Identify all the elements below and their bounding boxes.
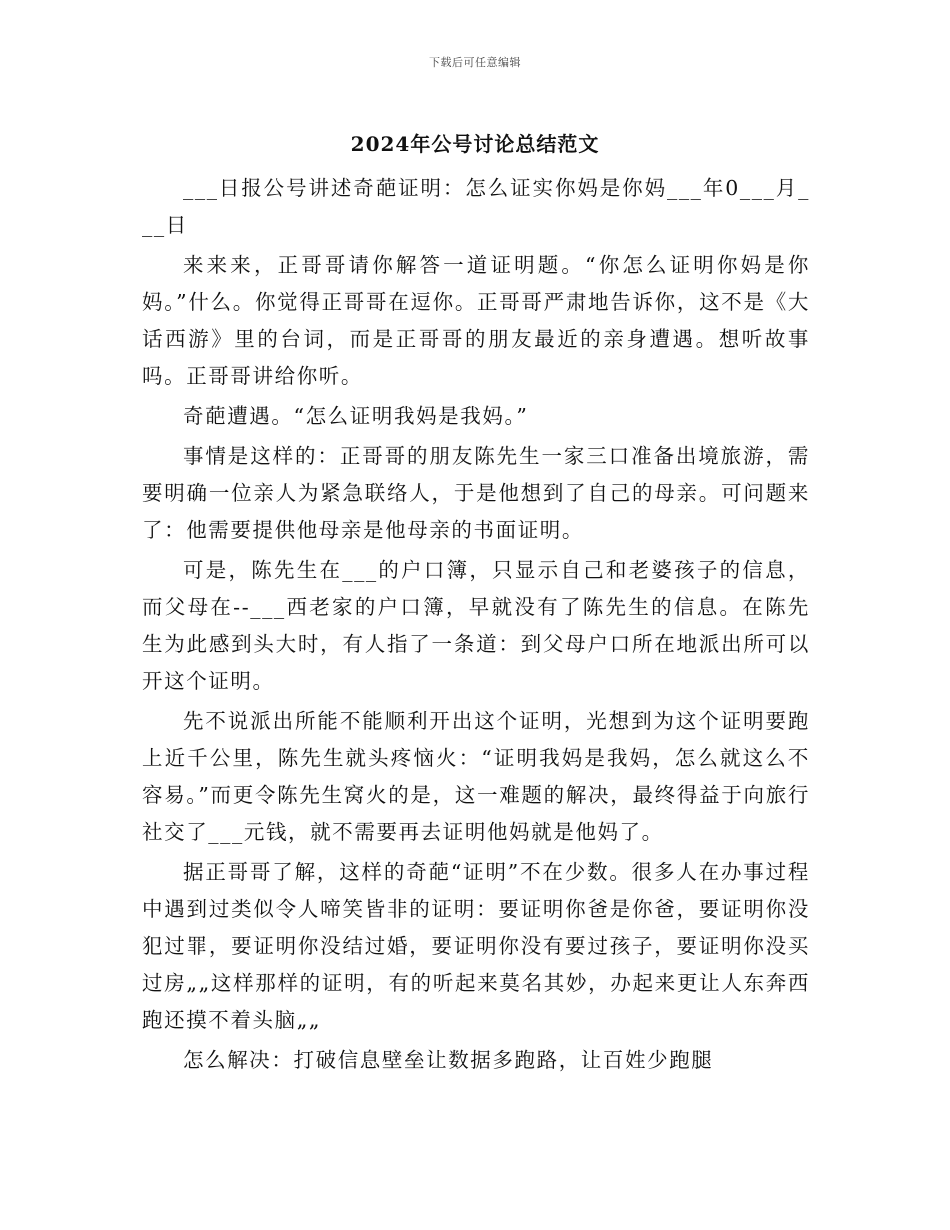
paragraph-question: 来来来，正哥哥请你解答一道证明题。“你怎么证明你妈是你妈。”什么。你觉得正哥哥在逗你。正哥哥严肃地告诉你，这不是《大话西游》里的台词，而是正哥哥的朋友最近的亲身遭遇。想听故事吗。正哥哥讲给你听。 (142, 253, 810, 388)
paragraph-household-register: 可是，陈先生在___的户口簿，只显示自己和老婆孩子的信息，而父母在--___西老家的户口簿，早就没有了陈先生的信息。在陈先生为此感到头大时，有人指了一条道：到父母户口所在地派出所可以开这个证明。 (142, 558, 810, 693)
paragraph-solution: 怎么解决：打破信息壁垒让数据多跑路，让百姓少跑腿 (183, 1048, 714, 1072)
paragraph-subheading: 奇葩遭遇。“怎么证明我妈是我妈。” (183, 404, 529, 428)
paragraph-travel-agency: 先不说派出所能不能顺利开出这个证明，光想到为这个证明要跑上近千公里，陈先生就头疼恼火：“证明我妈是我妈，怎么就这么不容易。”而更令陈先生窝火的是，这一难题的解决，最终得益于向旅行社交了___元钱，就不需要再去证明他妈就是他妈了。 (142, 709, 810, 844)
header-note: 下载后可任意编辑 (429, 56, 521, 69)
document-title: 2024年公号讨论总结范文 (350, 132, 600, 156)
paragraph-examples: 据正哥哥了解，这样的奇葩“证明”不在少数。很多人在办事过程中遇到过类似令人啼笑皆非的证明：要证明你爸是你爸，要证明你没犯过罪，要证明你没结过婚，要证明你没有要过孩子，要证明你没买过房„„这样那样的证明，有的听起来莫名其妙，办起来更让人东奔西跑还摸不着头脑„„ (142, 860, 810, 1032)
document-body (142, 170, 810, 1079)
paragraph-intro: ___日报公号讲述奇葩证明：怎么证实你妈是你妈___年0___月___日 (142, 176, 810, 237)
paragraph-story: 事情是这样的：正哥哥的朋友陈先生一家三口准备出境旅游，需要明确一位亲人为紧急联络人，于是他想到了自己的母亲。可问题来了：他需要提供他母亲是他母亲的书面证明。 (142, 444, 810, 542)
